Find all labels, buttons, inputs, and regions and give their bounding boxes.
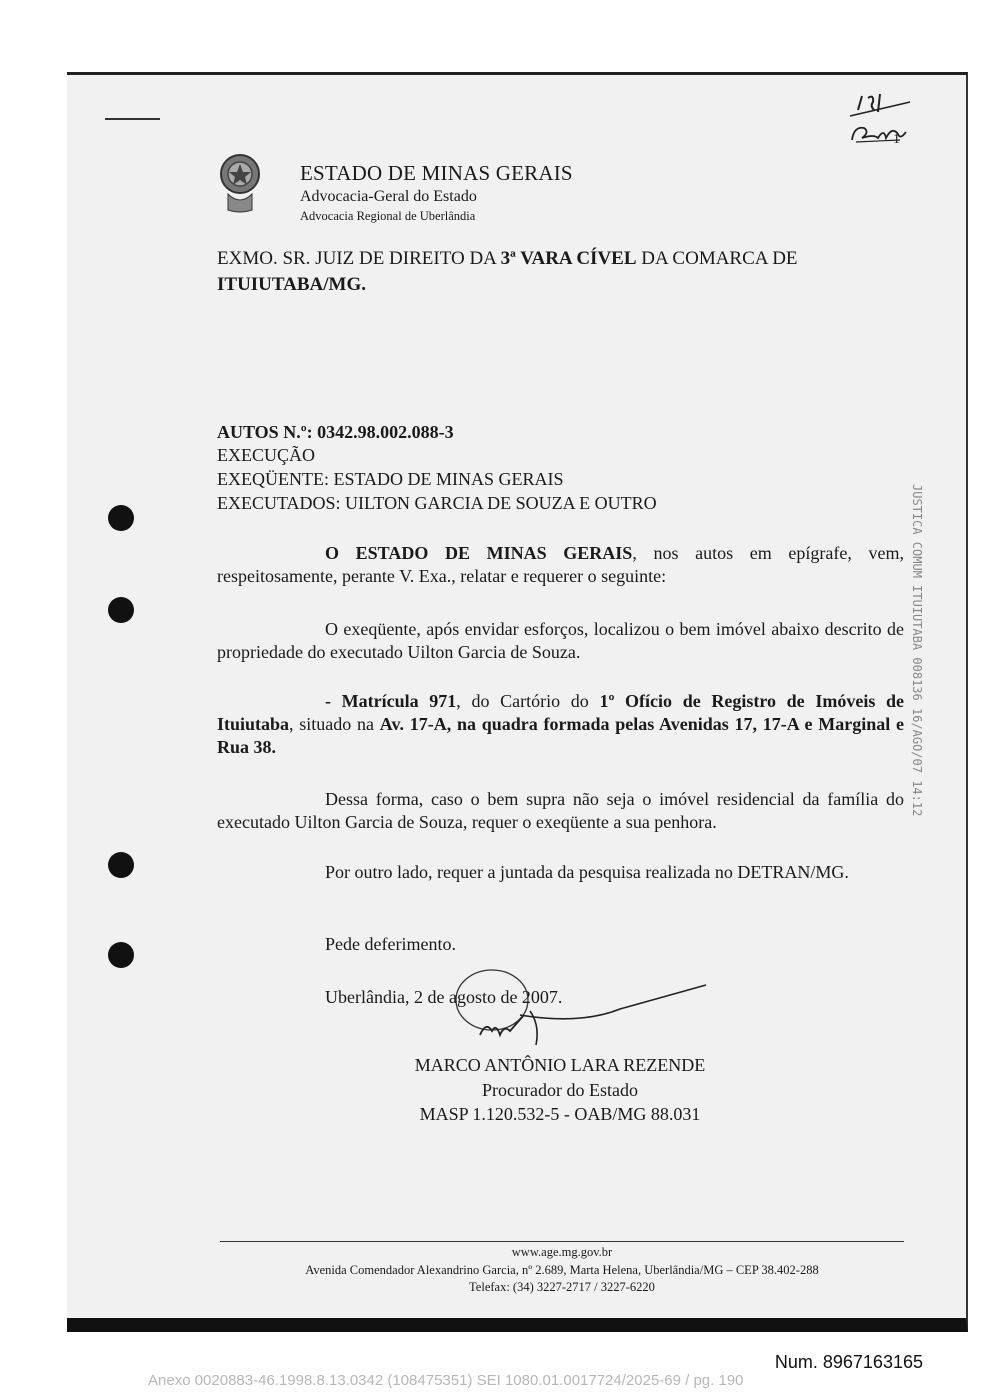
closing: Pede deferimento. [325, 934, 456, 954]
property-text: , do Cartório do [456, 691, 600, 711]
folio-page-number: 1 [893, 132, 900, 147]
case-exequente: EXEQÜENTE: ESTADO DE MINAS GERAIS [217, 469, 564, 489]
punch-hole [108, 505, 134, 531]
annex-reference: Anexo 0020883-46.1998.8.13.0342 (108475351) SEI 1080.01.0017724/2025-69 / pg. 190 [148, 1372, 744, 1389]
property-office: 1º Ofício de Registro de Imóveis de Ituiutaba [217, 691, 904, 734]
signer-name: MARCO ANTÔNIO LARA REZENDE [414, 1055, 706, 1075]
header-state: ESTADO DE MINAS GERAIS [300, 161, 573, 185]
punch-hole [108, 852, 134, 878]
footer-phone: Telefax: (34) 3227-2717 / 3227-6220 [469, 1280, 655, 1294]
case-executados: EXECUTADOS: UILTON GARCIA DE SOUZA E OUTRO [217, 493, 657, 513]
punch-hole [108, 597, 134, 623]
property-location: Av. 17-A, na quadra formada pelas Avenidas 17, 17-A e Marginal e Rua 38. [217, 714, 904, 757]
addressee-city: ITUIUTABA/MG. [217, 274, 367, 295]
footer-address: Avenida Comendador Alexandrino Garcia, nº 2.689, Marta Helena, Uberlândia/MG – CEP 38.402-288 [305, 1263, 819, 1277]
paragraph-intro [217, 542, 904, 588]
paragraph-property-description [217, 690, 904, 759]
paragraph-detran: Por outro lado, requer a juntada da pesquisa realizada no DETRAN/MG. [325, 862, 849, 882]
paragraph-penhora: Dessa forma, caso o bem supra não seja o imóvel residencial da família do executado Uilton Garcia de Souza, requer o exeqüente a sua penhora. [217, 789, 904, 832]
header-agency: Advocacia-Geral do Estado [300, 188, 477, 205]
addressee-text-a: EXMO. SR. JUIZ DE DIREITO DA [217, 248, 501, 269]
footer-divider [220, 1241, 904, 1242]
punch-hole [108, 942, 134, 968]
signer-role: Procurador do Estado [482, 1080, 638, 1100]
scan-mark [105, 118, 160, 120]
case-autos: AUTOS N.º: 0342.98.002.088-3 [217, 422, 454, 442]
addressee-text-b: DA COMARCA DE [636, 248, 798, 269]
coat-of-arms-seal [218, 150, 262, 214]
protocol-stamp-text: JUSTICA COMUM ITUIUTABA 008136 16/AGO/07 14:12 [910, 484, 924, 817]
addressee-court: 3ª VARA CÍVEL [500, 248, 637, 269]
footer-website: www.age.mg.gov.br [511, 1245, 613, 1259]
paragraph-property-found: O exeqüente, após envidar esforços, localizou o bem imóvel abaixo descrito de propriedade do executado Uilton Garcia de Souza. [217, 619, 904, 662]
document-number: Num. 8967163165 [774, 1352, 923, 1372]
case-type: EXECUÇÃO [217, 445, 315, 465]
place-date: Uberlândia, 2 de agosto de 2007. [325, 987, 563, 1007]
signer-ids: MASP 1.120.532-5 - OAB/MG 88.031 [419, 1104, 701, 1124]
property-registry: - Matrícula 971 [325, 691, 457, 711]
intro-rest: , nos autos em epígrafe, vem, respeitosamente, perante V. Exa., relatar e requerer o seguinte: [217, 543, 904, 586]
header-regional: Advocacia Regional de Uberlândia [300, 209, 476, 223]
handwritten-folio-mark [840, 88, 920, 158]
intro-party: O ESTADO DE MINAS GERAIS [325, 543, 633, 563]
handwritten-signature [440, 965, 720, 1055]
addressee [217, 246, 904, 298]
property-text: , situado na [289, 714, 380, 734]
protocol-stamp [902, 484, 924, 854]
